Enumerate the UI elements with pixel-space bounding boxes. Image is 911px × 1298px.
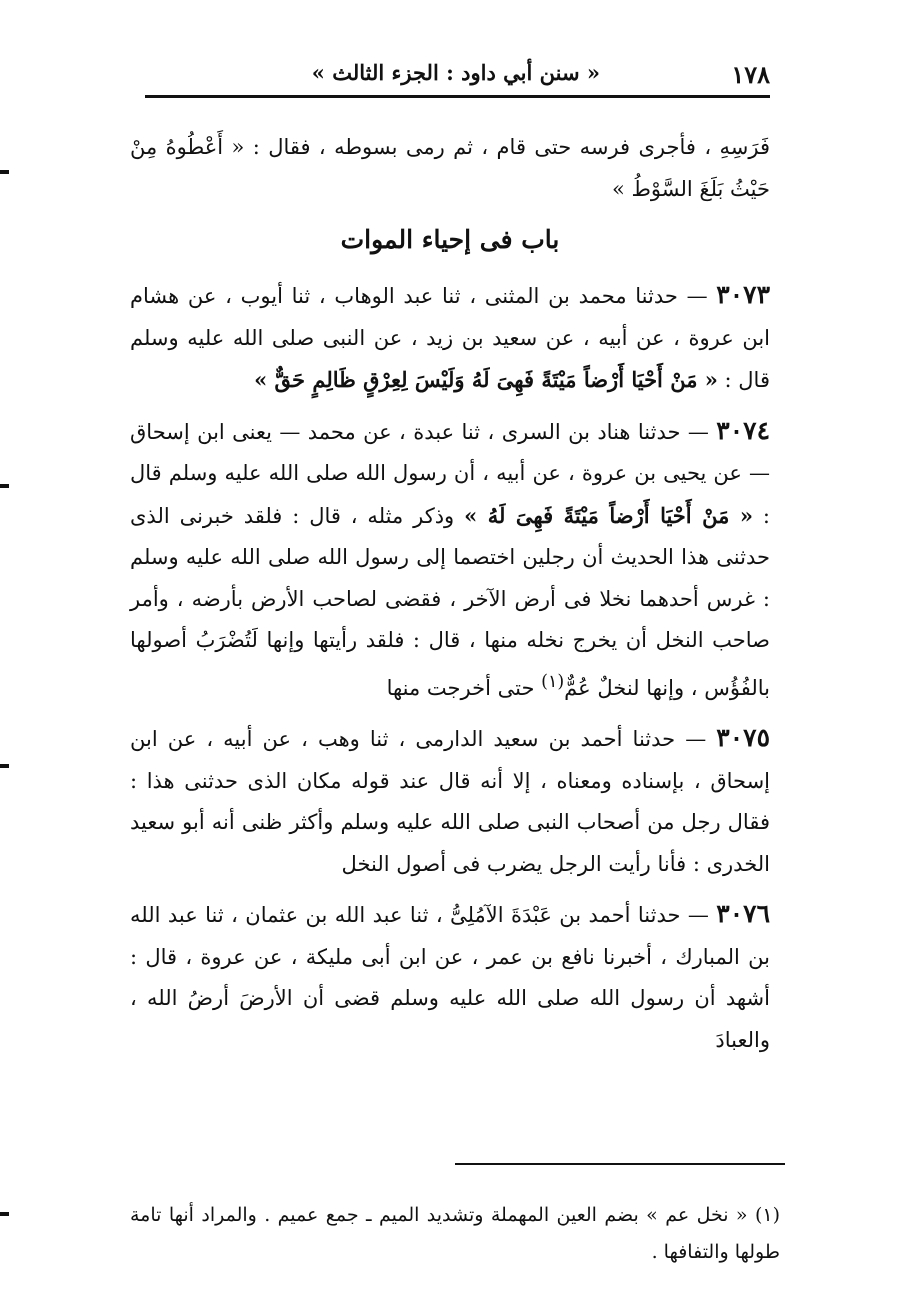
footnote: (١) « نخل عم » بضم العين المهملة وتشديد الميم ـ جمع عميم . والمراد أنها تامة طولها والتفافها . xyxy=(130,1204,780,1263)
hadith-3074 xyxy=(130,410,770,710)
scan-edge-mark xyxy=(0,170,9,174)
main-text xyxy=(130,127,770,1061)
running-head xyxy=(145,58,770,92)
footnote-reference[interactable]: (١) xyxy=(541,671,565,692)
scan-edge-mark xyxy=(0,764,9,768)
hadith-number: ٣٠٧٣ xyxy=(716,280,770,309)
header-rule xyxy=(145,95,770,98)
hadith-3076 xyxy=(130,893,770,1061)
hadith-3073 xyxy=(130,274,770,402)
section-heading: باب فى إحياء الموات xyxy=(340,225,560,254)
isnad-text: — حدثنا محمد بن المثنى ، ثنا عبد الوهاب ، ثنا أيوب ، عن هشام ابن عروة ، عن أبيه ، عن سعيد بن زيد ، عن النبى صلى الله عليه وسلم قال : xyxy=(130,284,770,392)
scan-edge-mark xyxy=(0,1212,9,1216)
prophetic-saying: « مَنْ أَحْيَا أَرْضاً مَيْتَةً فَهِىَ لَهُ وَلَيْسَ لِعِرْقٍ ظَالِمٍ حَقٌّ » xyxy=(254,367,718,392)
hadith-number: ٣٠٧٤ xyxy=(716,415,770,445)
hadith-number: ٣٠٧٦ xyxy=(716,899,770,928)
page-number: ١٧٨ xyxy=(731,60,770,89)
isnad-text: — حدثنا أحمد بن سعيد الدارمى ، ثنا وهب ، عن أبيه ، عن ابن إسحاق ، بإسناده ومعناه ، إلا أنه قال عند قوله مكان الذى حدثنى هذا : فقال رجل من أصحاب النبى صلى الله عليه وسلم وأكثر ظنى أنه أبو سعيد الخدرى : فأنا رأيت الرجل يضرب فى أصول النخل xyxy=(130,727,770,876)
hadith-number: ٣٠٧٥ xyxy=(716,723,770,752)
running-title: « سنن أبي داود : الجزء الثالث » xyxy=(311,60,600,85)
continuation-paragraph: فَرَسِهِ ، فأجرى فرسه حتى قام ، ثم رمى بسوطه ، فقال : « أَعْطُوهُ مِنْ حَيْثُ بَلَغَ السَّوْطُ » xyxy=(130,135,770,201)
narration-tail: حتى أخرجت منها xyxy=(386,675,542,700)
isnad-text: — حدثنا أحمد بن عَبْدَةَ الآمُلِىُّ ، ثنا عبد الله بن عثمان ، ثنا عبد الله بن المبارك ، أخبرنا نافع بن عمر ، عن ابن أبى مليكة ، عن عروة ، قال : أشهد أن رسول الله صلى الله عليه وسلم قضى أن الأرضَ أرضُ الله ، والعبادَ xyxy=(130,903,770,1052)
isnad-text: — حدثنا هناد بن السرى ، ثنا عبدة ، عن محمد — يعنى ابن إسحاق — عن يحيى بن عروة ، عن أبيه ، أن رسول الله صلى الله عليه وسلم قال : xyxy=(130,419,770,528)
scan-edge-mark xyxy=(0,484,9,488)
footnote-rule xyxy=(455,1163,785,1165)
prophetic-saying: « مَنْ أَحْيَا أَرْضاً مَيْتَةً فَهِىَ لَهُ » xyxy=(464,502,754,528)
narration-text: وذكر مثله ، قال : فلقد خبرنى الذى حدثنى هذا الحديث أن رجلين اختصما إلى رسول الله صلى الله عليه وسلم : غرس أحدهما نخلا فى أرض الآخر ، فقضى لصاحب الأرض بأرضه ، وأمر صاحب النخل أن يخرج نخله منها ، قال : فلقد رأيتها وإنها لَتُضْرَبُ أصولها بالفُؤُس ، وإنها لنخلٌ عُمٌّ xyxy=(130,503,770,700)
hadith-3075 xyxy=(130,717,770,885)
